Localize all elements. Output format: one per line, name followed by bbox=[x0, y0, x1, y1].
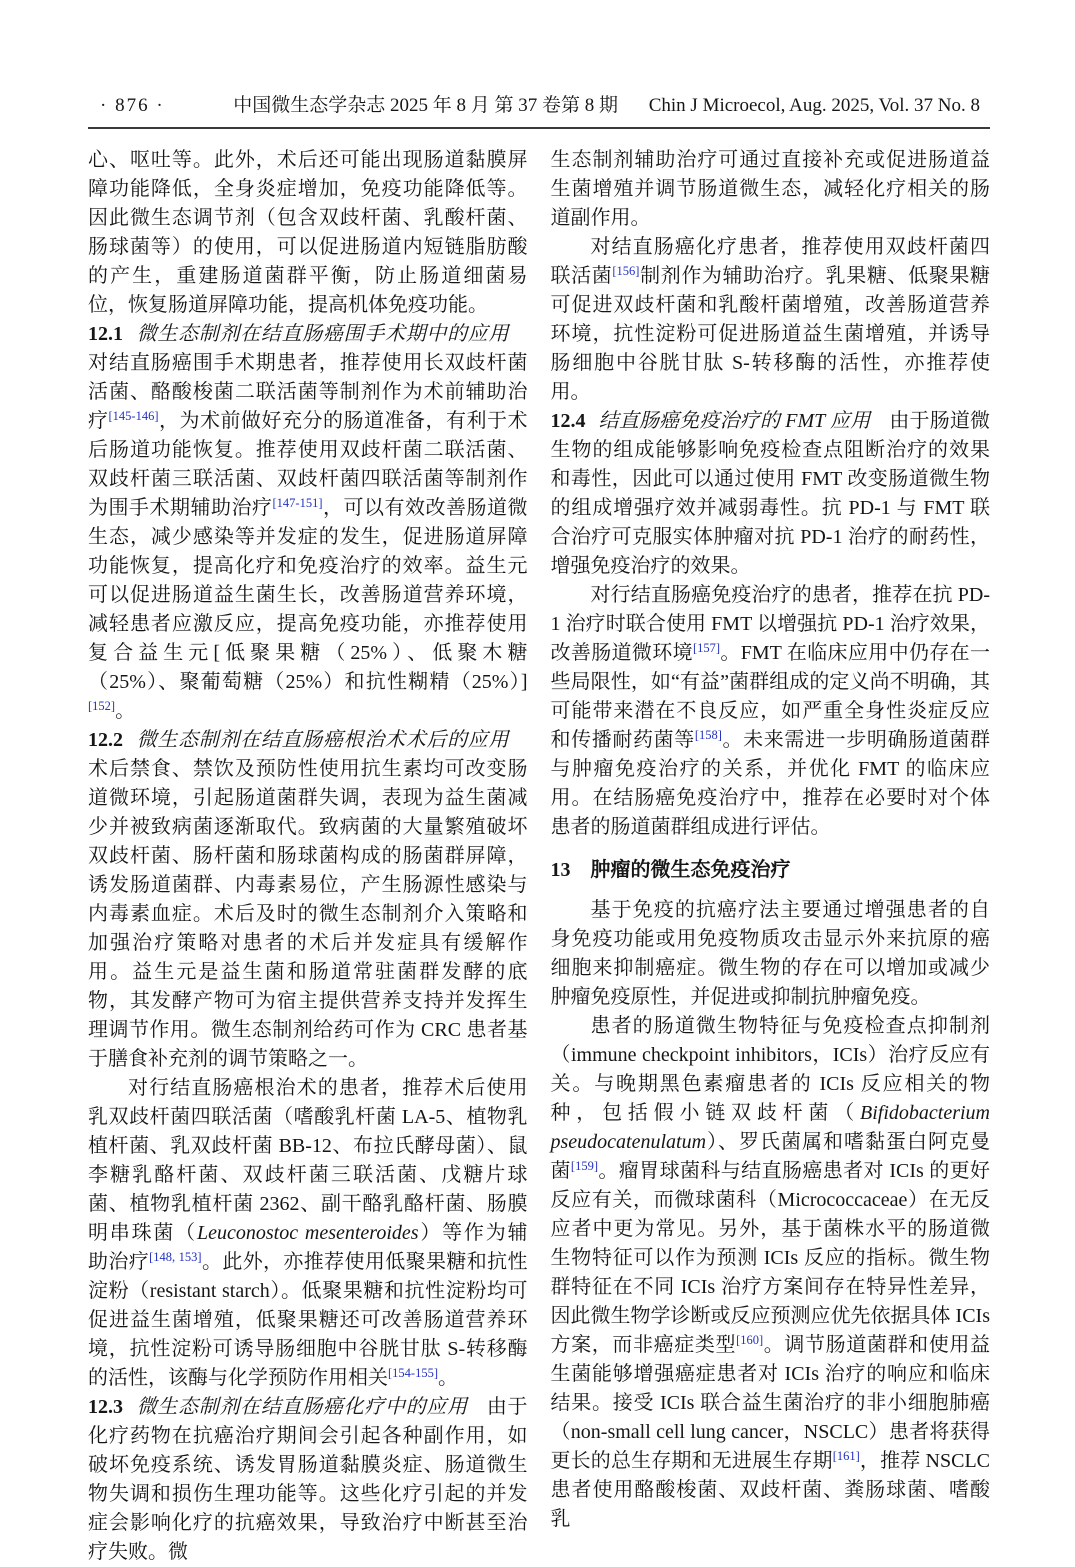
text-run: 对行结直肠癌根治术的患者，推荐术后使用乳双歧杆菌四联活菌（嗜酸乳杆菌 LA-5、植物乳植杆菌、乳双歧杆菌 BB-12、布拉氏酵母菌）、鼠李糖乳酪杆菌、双歧杆菌三联活菌、戊糖片球菌、植物乳植杆菌 2362、副干酪乳酪杆菌、肠膜明串珠菌（ bbox=[88, 1077, 528, 1244]
section-number: 12.1 bbox=[88, 323, 123, 345]
text-run: 制剂作为辅助治疗。乳果糖、低聚果糖可促进双歧杆菌和乳酸杆菌增殖，改善肠道营养环境，抗性淀粉可促进肠道益生菌增殖，并诱导肠细胞中谷胱甘肽 S-转移酶的活性，亦推荐使用。 bbox=[550, 265, 991, 403]
article-body bbox=[88, 146, 990, 1567]
text-run: 生态制剂辅助治疗可通过直接补充或促进肠道益生菌增殖并调节肠道微生态，减轻化疗相关的肠道副作用。 bbox=[550, 149, 990, 229]
text-run: ）等作为辅助治疗 bbox=[88, 1222, 528, 1273]
section-paragraph bbox=[88, 726, 528, 1074]
text-run: 对结直肠癌化疗患者，推荐使用双歧杆菌四联活菌 bbox=[550, 236, 990, 287]
reference-citation: [158] bbox=[694, 728, 722, 742]
text-run: 。 bbox=[115, 700, 136, 722]
page-header bbox=[88, 90, 990, 117]
reference-citation: [156] bbox=[612, 264, 640, 278]
header-rule bbox=[88, 127, 990, 129]
section-number: 12.2 bbox=[88, 729, 123, 751]
text-run: ，推荐 NSCLC 患者使用酪酸梭菌、双歧杆菌、粪肠球菌、嗜酸乳 bbox=[550, 1450, 991, 1530]
text-run: ，为术前做好充分的肠道准备，有利于术后肠道功能恢复。推荐使用双歧杆菌二联活菌、双歧杆菌三联活菌、双歧杆菌四联活菌等制剂作为围手术期辅助治疗 bbox=[88, 410, 528, 519]
paragraph bbox=[551, 896, 991, 1012]
section-paragraph bbox=[88, 1393, 528, 1567]
journal-title-en: Chin J Microecol, Aug. 2025, Vol. 37 No. 8 bbox=[648, 95, 980, 116]
section-title: 微生态制剂在结直肠癌根治术术后的应用 bbox=[136, 729, 509, 751]
chapter-number: 13 bbox=[550, 859, 571, 881]
section-title: 结直肠癌免疫治疗的 FMT 应用 bbox=[598, 410, 871, 432]
text-run: 由于化疗药物在抗癌治疗期间会引起各种副作用，如破坏免疫系统、诱发胃肠道黏膜炎症、肠道微生物失调和损伤生理功能等。这些化疗引起的并发症会影响化疗的抗癌效果，导致治疗中断甚至治疗失败。微 bbox=[88, 1396, 528, 1563]
column-left bbox=[88, 146, 528, 1567]
text-run: 。瘤胃球菌科与结直肠癌患者对 ICIs 的更好反应有关，而微球菌科（Micrococcaceae）在无反应者中更为常见。另外，基于菌株水平的肠道微生物特征可以作为预测 ICIs 反应的指标。微生物群特征在不同 ICIs 治疗方案间存在特异性差异，因此微生物学诊断或反应预测应优先依据具体 ICIs 方案，而非癌症类型 bbox=[550, 1160, 990, 1356]
section-paragraph bbox=[551, 407, 991, 581]
journal-header bbox=[233, 90, 980, 117]
paragraph bbox=[551, 1012, 991, 1534]
reference-citation: [160] bbox=[736, 1333, 764, 1347]
section-heading bbox=[551, 856, 991, 885]
text-run: 心、呕吐等。此外，术后还可能出现肠道黏膜屏障功能降低，全身炎症增加，免疫功能降低等。因此微生态调节剂（包含双歧杆菌、乳酸杆菌、肠球菌等）的使用，可以促进肠道内短链脂肪酸的产生，重建肠道菌群平衡，防止肠道细菌易位，恢复肠道屏障功能，提高机体免疫功能。 bbox=[88, 149, 528, 316]
section-title: 微生态制剂在结直肠癌化疗中的应用 bbox=[136, 1396, 468, 1418]
text-run: ）、罗氏菌属和嗜黏蛋白阿克曼菌 bbox=[550, 1131, 990, 1182]
paragraph bbox=[551, 581, 991, 842]
text-run: 对结直肠癌围手术期患者，推荐使用长双歧杆菌活菌、酪酸梭菌二联活菌等制剂作为术前辅助治疗 bbox=[88, 352, 528, 432]
reference-citation: [157] bbox=[692, 641, 721, 655]
species-name: Bifidobacterium pseudocatenulatum bbox=[550, 1102, 990, 1153]
text-run: 。此外，亦推荐使用低聚果糖和抗性淀粉（resistant starch）。低聚果糖和抗性淀粉均可促进益生菌增殖，低聚果糖还可改善肠道营养环境，抗性淀粉可诱导肠细胞中谷胱甘肽 S-转移酶的活性，该酶与化学预防作用相关 bbox=[88, 1251, 528, 1389]
journal-title-cn: 中国微生态学杂志 2025 年 8 月 第 37 卷第 8 期 bbox=[233, 95, 618, 116]
text-run: ，可以有效改善肠道微生态，减少感染等并发症的发生，促进肠道屏障功能恢复，提高化疗和免疫治疗的效率。益生元可以促进肠道益生菌生长，改善肠道营养环境，减轻患者应激反应，提高免疫功能，亦推荐使用复合益生元[低聚果糖（25%）、低聚木糖（25%）、聚葡萄糖（25%）和抗性糊精（25%）] bbox=[88, 497, 528, 693]
reference-citation: [148, 153] bbox=[149, 1250, 202, 1264]
reference-citation: [145-146] bbox=[108, 409, 159, 423]
text-run: 。FMT 在临床应用中仍存在一些局限性，如“有益”菌群组成的定义尚不明确，其可能带来潜在不良反应，如严重全身性炎症反应和传播耐药菌等 bbox=[550, 642, 990, 751]
reference-citation: [154-155] bbox=[388, 1366, 438, 1380]
text-run: 。调节肠道菌群和使用益生菌能够增强癌症患者对 ICIs 治疗的响应和临床结果。接受 ICIs 联合益生菌治疗的非小细胞肺癌（non-small cell lung cancer，NSCLC）患者将获得更长的总生存期和无进展生存期 bbox=[550, 1334, 991, 1472]
text-run: 基于免疫的抗癌疗法主要通过增强患者的自身免疫功能或用免疫物质攻击显示外来抗原的癌细胞来抑制癌症。微生物的存在可以增加或减少肿瘤免疫原性，并促进或抑制抗肿瘤免疫。 bbox=[550, 899, 990, 1008]
section-number: 12.4 bbox=[550, 410, 586, 432]
section-number: 12.3 bbox=[88, 1396, 123, 1418]
paragraph bbox=[551, 233, 991, 407]
column-right bbox=[551, 146, 991, 1567]
reference-citation: [159] bbox=[570, 1159, 598, 1173]
reference-citation: [152] bbox=[88, 699, 116, 713]
text-run: 由于肠道微生物的组成能够影响免疫检查点阻断治疗的效果和毒性，因此可以通过使用 FMT 改变肠道微生物的组成增强疗效并减弱毒性。抗 PD-1 与 FMT 联合治疗可克服实体肿瘤对抗 PD-1 治疗的耐药性，增强免疫治疗的效果。 bbox=[550, 410, 991, 577]
text-run: 。 bbox=[438, 1367, 458, 1389]
section-title: 微生态制剂在结直肠癌围手术期中的应用 bbox=[136, 323, 509, 345]
text-run: 。未来需进一步明确肠道菌群与肿瘤免疫治疗的关系，并优化 FMT 的临床应用。在结肠癌免疫治疗中，推荐在必要时对个体患者的肠道菌群组成进行评估。 bbox=[550, 729, 991, 838]
paragraph bbox=[88, 1074, 528, 1393]
text-run: 患者的肠道微生物特征与免疫检查点抑制剂（immune checkpoint inhibitors，ICIs）治疗反应有关。与晚期黑色素瘤患者的 ICIs 反应相关的物种，包括假小链双歧杆菌（ bbox=[550, 1015, 990, 1124]
page-number: · 876 · bbox=[100, 95, 165, 116]
text-run: 对行结直肠癌免疫治疗的患者，推荐在抗 PD-1 治疗时联合使用 FMT 以增强抗 PD-1 治疗效果，改善肠道微环境 bbox=[550, 584, 990, 664]
section-paragraph bbox=[88, 320, 528, 726]
chapter-title: 肿瘤的微生态免疫治疗 bbox=[590, 859, 791, 881]
species-name: Leuconostoc mesenteroides bbox=[196, 1222, 419, 1244]
paragraph bbox=[551, 146, 991, 233]
paragraph bbox=[88, 146, 528, 320]
text-run: 术后禁食、禁饮及预防性使用抗生素均可改变肠道微环境，引起肠道菌群失调，表现为益生菌减少并被致病菌逐渐取代。致病菌的大量繁殖破坏双歧杆菌、肠杆菌和肠球菌构成的肠菌群屏障，诱发肠道菌群、内毒素易位，产生肠源性感染与内毒素血症。术后及时的微生态制剂介入策略和加强治疗策略对患者的术后并发症具有缓解作用。益生元是益生菌和肠道常驻菌群发酵的底物，其发酵产物可为宿主提供营养支持并发挥生理调节作用。微生态制剂给药可作为 CRC 患者基于膳食补充剂的调节策略之一。 bbox=[88, 758, 528, 1070]
reference-citation: [161] bbox=[832, 1449, 860, 1463]
reference-citation: [147-151] bbox=[272, 496, 323, 510]
